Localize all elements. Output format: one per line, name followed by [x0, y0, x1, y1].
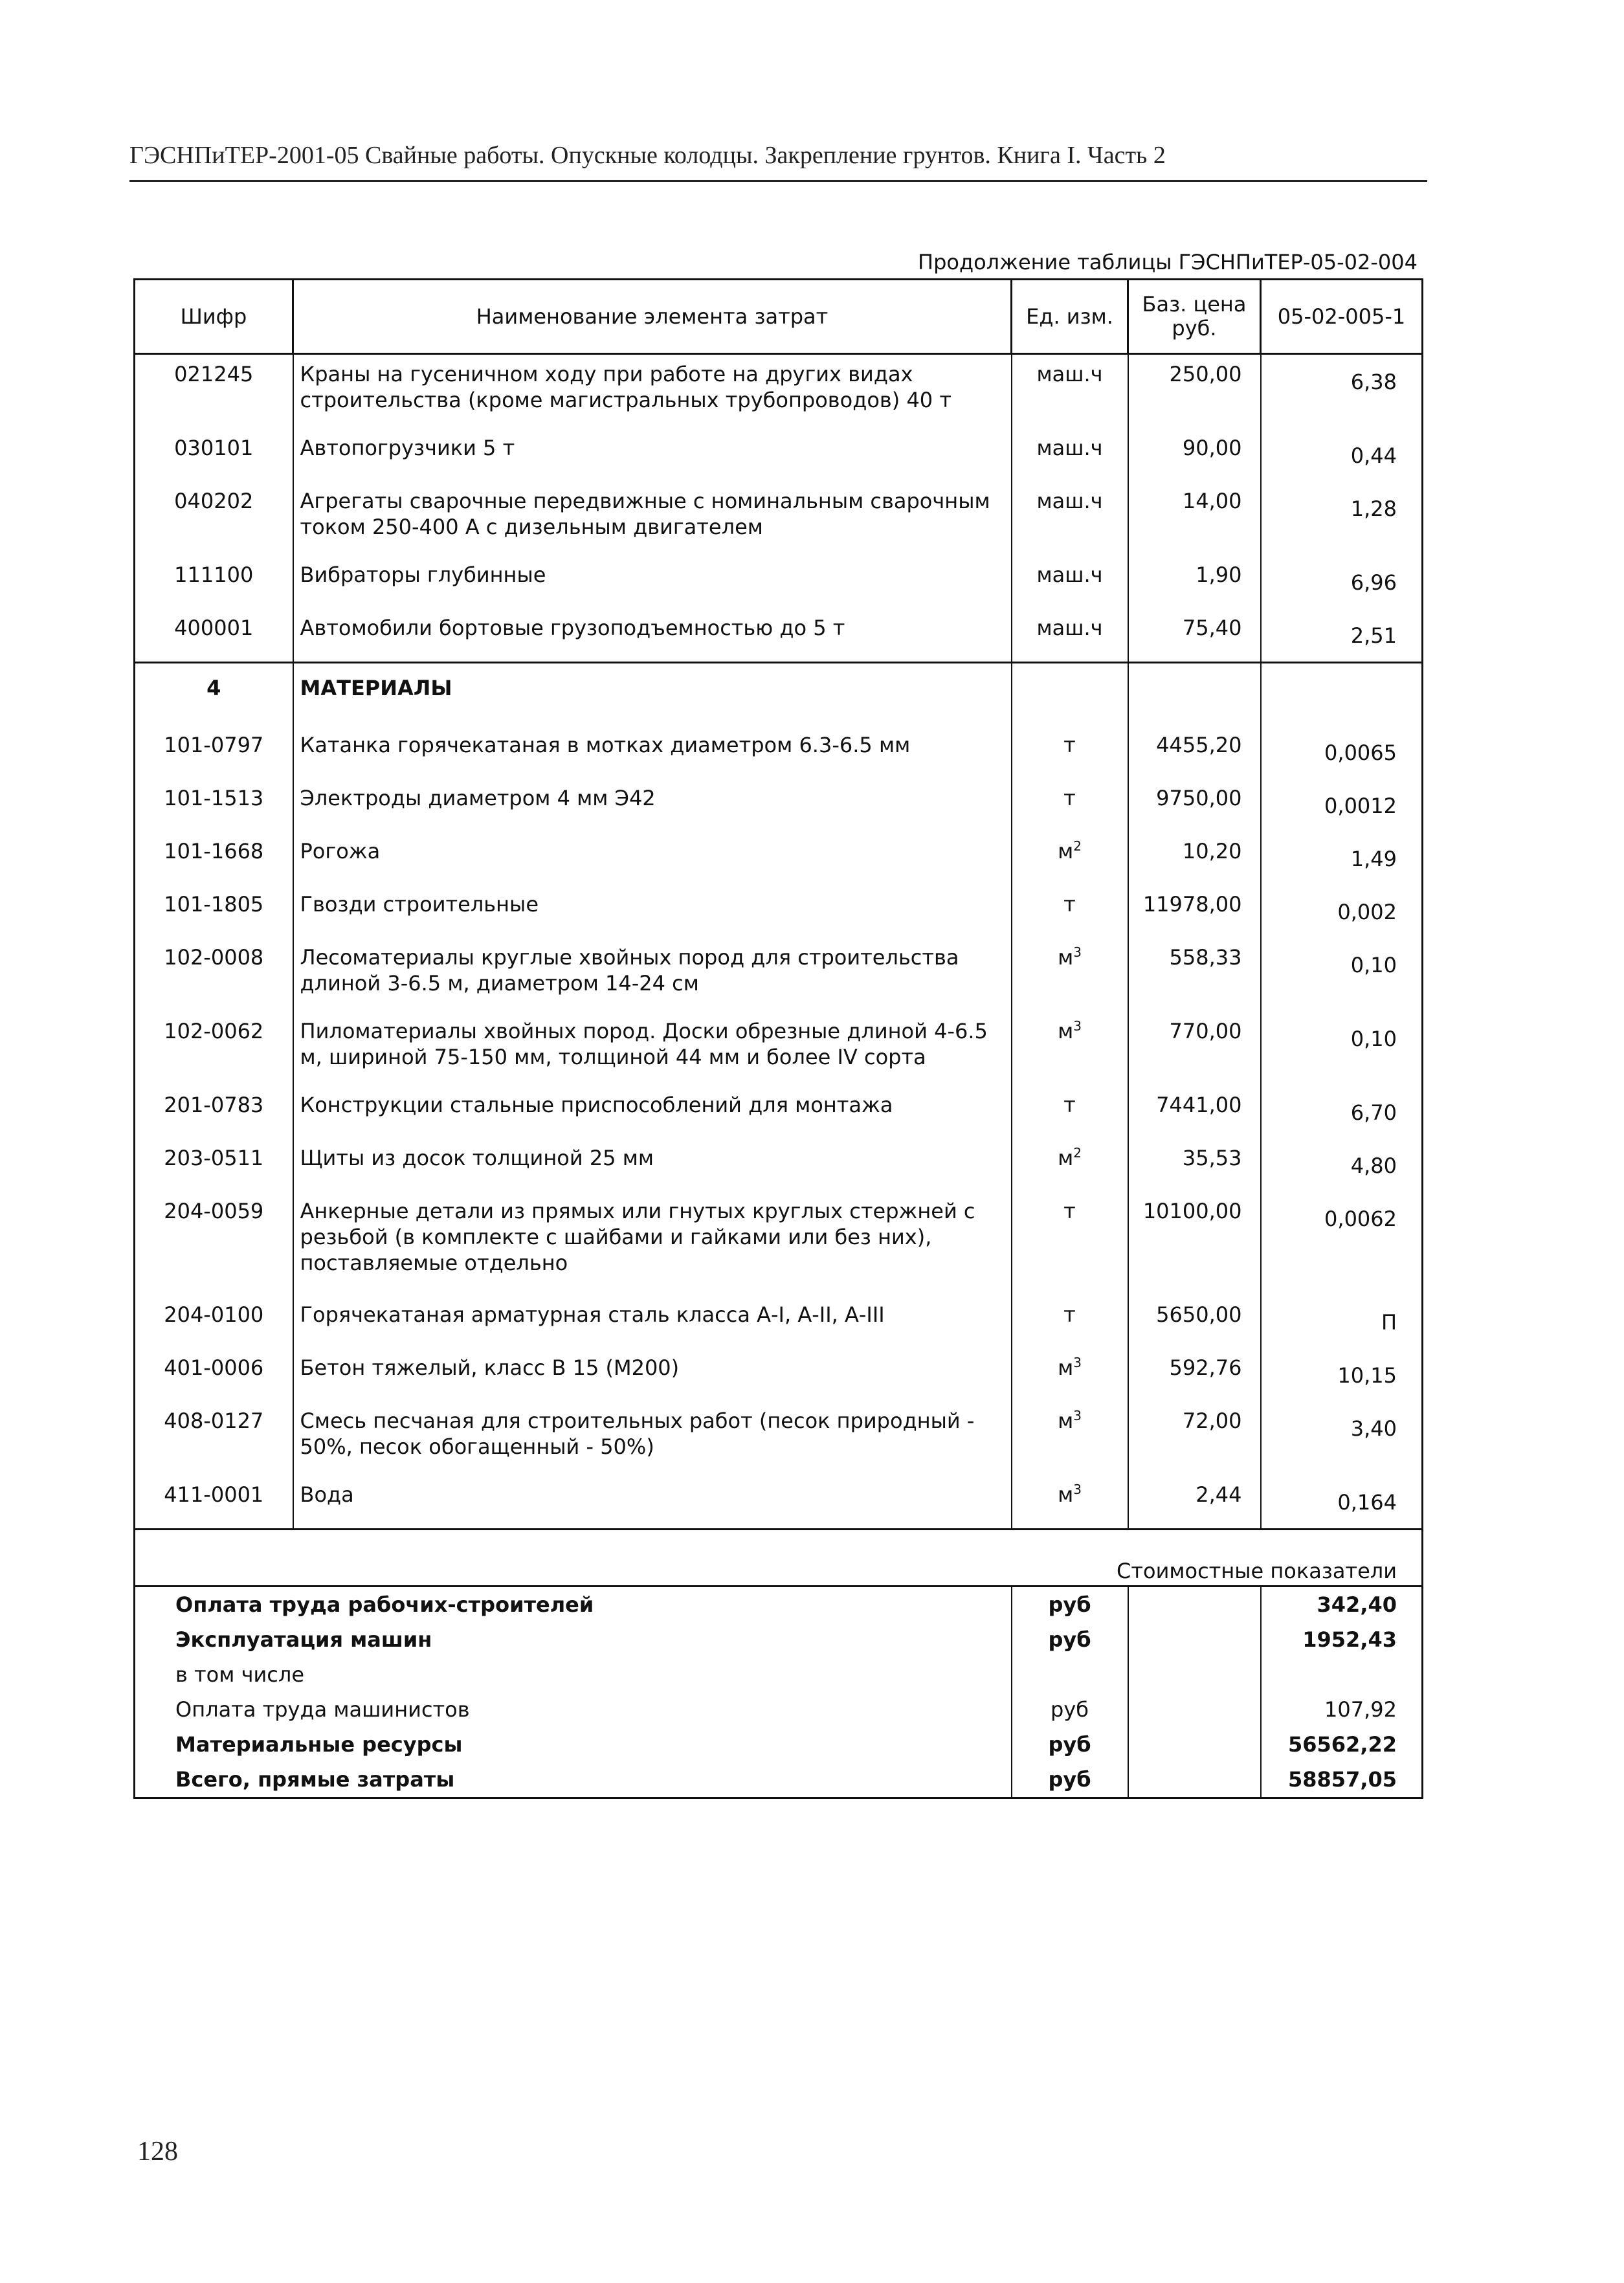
- table-row: [135, 1401, 1423, 1475]
- row-unit: [1012, 1086, 1128, 1139]
- row-value: 0,0012: [1261, 779, 1423, 832]
- cost-row: [135, 1622, 1423, 1657]
- unit-text: м: [1058, 1355, 1074, 1380]
- table-row: [135, 779, 1423, 832]
- unit-exponent: 3: [1073, 944, 1082, 960]
- row-code: 408-0127: [135, 1401, 293, 1475]
- row-value: 0,44: [1261, 429, 1423, 482]
- table-row: [135, 1295, 1423, 1348]
- row-unit: маш.ч: [1012, 608, 1128, 663]
- cost-empty-cell: [1128, 1587, 1261, 1623]
- row-price: 75,40: [1128, 608, 1261, 663]
- row-code: 030101: [135, 429, 293, 482]
- cost-value: [1261, 1657, 1423, 1692]
- cost-label: в том числе: [135, 1657, 1012, 1692]
- row-code: 204-0059: [135, 1192, 293, 1295]
- row-price: 10,20: [1128, 832, 1261, 885]
- cost-indicators-table: [133, 1528, 1423, 1799]
- column-header-code: Шифр: [135, 280, 293, 354]
- row-price: 1,90: [1128, 555, 1261, 608]
- table-row: [135, 482, 1423, 555]
- table-row: [135, 1139, 1423, 1192]
- unit-text: т: [1063, 892, 1076, 917]
- row-name: Горячекатаная арматурная сталь класса А-I, А-II, А-III: [293, 1295, 1012, 1348]
- row-unit: [1012, 832, 1128, 885]
- cost-row: [135, 1762, 1423, 1798]
- table-row: [135, 555, 1423, 608]
- table-row: [135, 608, 1423, 663]
- section-price: [1128, 663, 1261, 726]
- row-price: 770,00: [1128, 1012, 1261, 1086]
- row-unit: [1012, 726, 1128, 779]
- row-name: Пиломатериалы хвойных пород. Доски обрезные длиной 4-6.5 м, шириной 75-150 мм, толщиной 44 мм и более IV сорта: [293, 1012, 1012, 1086]
- row-code: 111100: [135, 555, 293, 608]
- row-price: 90,00: [1128, 429, 1261, 482]
- row-unit: [1012, 1192, 1128, 1295]
- table-row: [135, 1012, 1423, 1086]
- cost-unit: руб: [1012, 1622, 1128, 1657]
- cost-empty-cell: [1128, 1657, 1261, 1692]
- unit-exponent: 2: [1073, 1145, 1082, 1161]
- row-code: 204-0100: [135, 1295, 293, 1348]
- cost-label: Материальные ресурсы: [135, 1727, 1012, 1762]
- row-unit: маш.ч: [1012, 354, 1128, 429]
- row-name: Лесоматериалы круглые хвойных пород для строительства длиной 3-6.5 м, диаметром 14-24 см: [293, 938, 1012, 1012]
- table-row: [135, 832, 1423, 885]
- cost-row: [135, 1657, 1423, 1692]
- cost-label: Всего, прямые затраты: [135, 1762, 1012, 1798]
- row-code: 040202: [135, 482, 293, 555]
- section-row-materials: [135, 663, 1423, 726]
- row-code: 201-0783: [135, 1086, 293, 1139]
- section-value: [1261, 663, 1423, 726]
- row-name: Рогожа: [293, 832, 1012, 885]
- row-price: 14,00: [1128, 482, 1261, 555]
- row-unit: маш.ч: [1012, 482, 1128, 555]
- row-unit: [1012, 1348, 1128, 1401]
- row-name: Щиты из досок толщиной 25 мм: [293, 1139, 1012, 1192]
- row-code: 401-0006: [135, 1348, 293, 1401]
- row-code: 203-0511: [135, 1139, 293, 1192]
- row-name: Вода: [293, 1475, 1012, 1530]
- row-value: 6,38: [1261, 354, 1423, 429]
- unit-text: м: [1058, 839, 1074, 863]
- row-unit: [1012, 1295, 1128, 1348]
- row-price: 72,00: [1128, 1401, 1261, 1475]
- header-rule: [129, 180, 1427, 182]
- row-value: 1,49: [1261, 832, 1423, 885]
- cost-label: Оплата труда машинистов: [135, 1692, 1012, 1727]
- row-code: 101-1668: [135, 832, 293, 885]
- cost-value: 107,92: [1261, 1692, 1423, 1727]
- cost-title: Стоимостные показатели: [135, 1528, 1423, 1587]
- cost-value: 56562,22: [1261, 1727, 1423, 1762]
- row-unit: маш.ч: [1012, 555, 1128, 608]
- unit-text: м: [1058, 1482, 1074, 1507]
- row-price: 558,33: [1128, 938, 1261, 1012]
- unit-text: т: [1063, 733, 1076, 757]
- row-code: 102-0062: [135, 1012, 293, 1086]
- row-price: 4455,20: [1128, 726, 1261, 779]
- unit-exponent: 3: [1073, 1482, 1082, 1497]
- row-code: 021245: [135, 354, 293, 429]
- cost-label: Эксплуатация машин: [135, 1622, 1012, 1657]
- row-price: 2,44: [1128, 1475, 1261, 1530]
- table-row: [135, 938, 1423, 1012]
- unit-text: м: [1058, 1146, 1074, 1170]
- section-unit: [1012, 663, 1128, 726]
- row-unit: [1012, 779, 1128, 832]
- row-name: Бетон тяжелый, класс В 15 (М200): [293, 1348, 1012, 1401]
- row-value: 1,28: [1261, 482, 1423, 555]
- row-code: 400001: [135, 608, 293, 663]
- row-value: 0,10: [1261, 938, 1423, 1012]
- row-value: 0,10: [1261, 1012, 1423, 1086]
- column-header-name: Наименование элемента затрат: [293, 280, 1012, 354]
- cost-title-row: [135, 1528, 1423, 1587]
- row-code: 101-0797: [135, 726, 293, 779]
- row-price: 5650,00: [1128, 1295, 1261, 1348]
- table-row: [135, 726, 1423, 779]
- unit-text: м: [1058, 945, 1074, 970]
- row-price: 250,00: [1128, 354, 1261, 429]
- unit-exponent: 3: [1073, 1408, 1082, 1423]
- row-value: 4,80: [1261, 1139, 1423, 1192]
- cost-label: Оплата труда рабочих-строителей: [135, 1587, 1012, 1623]
- row-name: Агрегаты сварочные передвижные с номинальным сварочным током 250-400 А с дизельным двигателем: [293, 482, 1012, 555]
- row-value: 0,164: [1261, 1475, 1423, 1530]
- row-name: Краны на гусеничном ходу при работе на других видах строительства (кроме магистральных трубопроводов) 40 т: [293, 354, 1012, 429]
- unit-text: т: [1063, 1199, 1076, 1223]
- row-price: 10100,00: [1128, 1192, 1261, 1295]
- row-price: 9750,00: [1128, 779, 1261, 832]
- row-name: Автомобили бортовые грузоподъемностью до 5 т: [293, 608, 1012, 663]
- table-row: [135, 429, 1423, 482]
- resource-table-main: [133, 278, 1423, 1530]
- row-name: Автопогрузчики 5 т: [293, 429, 1012, 482]
- row-name: Конструкции стальные приспособлений для монтажа: [293, 1086, 1012, 1139]
- row-price: 35,53: [1128, 1139, 1261, 1192]
- table-row: [135, 1348, 1423, 1401]
- row-name: Катанка горячекатаная в мотках диаметром 6.3-6.5 мм: [293, 726, 1012, 779]
- cost-unit: руб: [1012, 1727, 1128, 1762]
- row-price: 11978,00: [1128, 885, 1261, 938]
- unit-exponent: 3: [1073, 1018, 1082, 1034]
- row-unit: [1012, 938, 1128, 1012]
- cost-empty-cell: [1128, 1692, 1261, 1727]
- cost-unit: руб: [1012, 1587, 1128, 1623]
- row-value: 2,51: [1261, 608, 1423, 663]
- unit-exponent: 2: [1073, 838, 1082, 854]
- row-value: П: [1261, 1295, 1423, 1348]
- row-price: 7441,00: [1128, 1086, 1261, 1139]
- column-header-unit: Ед. изм.: [1012, 280, 1128, 354]
- unit-text: т: [1063, 1093, 1076, 1117]
- cost-unit: руб: [1012, 1692, 1128, 1727]
- unit-text: т: [1063, 1302, 1076, 1327]
- section-code: 4: [135, 663, 293, 726]
- cost-empty-cell: [1128, 1622, 1261, 1657]
- cost-row: [135, 1727, 1423, 1762]
- section-name: МАТЕРИАЛЫ: [293, 663, 1012, 726]
- cost-unit: [1012, 1657, 1128, 1692]
- cost-unit: руб: [1012, 1762, 1128, 1798]
- unit-text: м: [1058, 1019, 1074, 1043]
- row-name: Анкерные детали из прямых или гнутых круглых стержней с резьбой (в комплекте с шайбами и гайками или без них), поставляемые отдельно: [293, 1192, 1012, 1295]
- table-row: [135, 1086, 1423, 1139]
- cost-row: [135, 1692, 1423, 1727]
- row-code: 101-1805: [135, 885, 293, 938]
- column-header-value: 05-02-005-1: [1261, 280, 1423, 354]
- cost-value: 58857,05: [1261, 1762, 1423, 1798]
- row-value: 6,96: [1261, 555, 1423, 608]
- row-code: 411-0001: [135, 1475, 293, 1530]
- cost-row: [135, 1587, 1423, 1623]
- table-header-row: [135, 280, 1423, 354]
- row-unit: [1012, 885, 1128, 938]
- table-row: [135, 354, 1423, 429]
- cost-value: 1952,43: [1261, 1622, 1423, 1657]
- column-header-price: Баз. цена руб.: [1128, 280, 1261, 354]
- page-number: 128: [137, 2137, 178, 2166]
- row-unit: маш.ч: [1012, 429, 1128, 482]
- row-unit: [1012, 1401, 1128, 1475]
- table-row: [135, 1475, 1423, 1530]
- cost-empty-cell: [1128, 1727, 1261, 1762]
- row-code: 102-0008: [135, 938, 293, 1012]
- unit-text: т: [1063, 786, 1076, 810]
- row-unit: [1012, 1475, 1128, 1530]
- row-value: 6,70: [1261, 1086, 1423, 1139]
- document-header: ГЭСНПиТЕР-2001-05 Свайные работы. Опускные колодцы. Закрепление грунтов. Книга I. Часть 2: [129, 142, 1166, 169]
- row-name: Вибраторы глубинные: [293, 555, 1012, 608]
- cost-value: 342,40: [1261, 1587, 1423, 1623]
- row-value: 0,0065: [1261, 726, 1423, 779]
- table-row: [135, 1192, 1423, 1295]
- row-value: 10,15: [1261, 1348, 1423, 1401]
- row-value: 3,40: [1261, 1401, 1423, 1475]
- row-unit: [1012, 1012, 1128, 1086]
- row-code: 101-1513: [135, 779, 293, 832]
- cost-empty-cell: [1128, 1762, 1261, 1798]
- row-value: 0,0062: [1261, 1192, 1423, 1295]
- unit-text: м: [1058, 1409, 1074, 1433]
- row-value: 0,002: [1261, 885, 1423, 938]
- row-name: Гвозди строительные: [293, 885, 1012, 938]
- row-name: Смесь песчаная для строительных работ (песок природный - 50%, песок обогащенный - 50%): [293, 1401, 1012, 1475]
- row-name: Электроды диаметром 4 мм Э42: [293, 779, 1012, 832]
- resource-table: [133, 278, 1421, 1799]
- table-row: [135, 885, 1423, 938]
- unit-exponent: 3: [1073, 1355, 1082, 1370]
- row-price: 592,76: [1128, 1348, 1261, 1401]
- table-continuation-caption: Продолжение таблицы ГЭСНПиТЕР-05-02-004: [918, 250, 1418, 274]
- row-unit: [1012, 1139, 1128, 1192]
